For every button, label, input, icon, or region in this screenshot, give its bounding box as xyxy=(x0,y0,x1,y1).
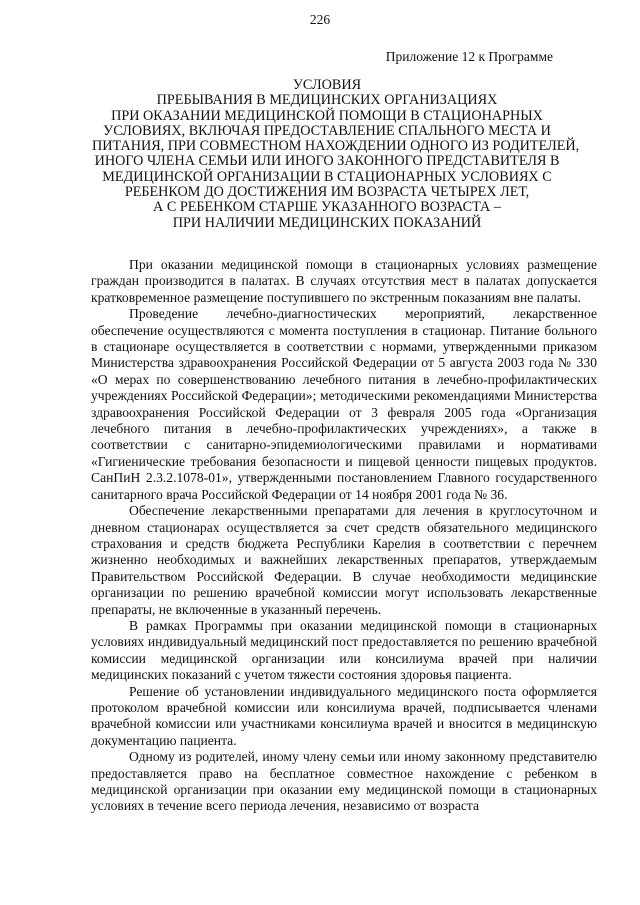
document-title xyxy=(92,77,580,231)
paragraph: Одному из родителей, иному члену семьи или иному законному представителю предоставляется право на бесплатное совместное нахождение с ребенком в медицинской организации при оказании ему медицинской помощи в стационарных условиях в течение всего периода лечения, независимо от возраста xyxy=(91,749,597,814)
title-line: ПРИ НАЛИЧИИ МЕДИЦИНСКИХ ПОКАЗАНИЙ xyxy=(172,214,482,231)
paragraph: Обеспечение лекарственными препаратами для лечения в круглосуточном и дневном стационарах осуществляется за счет средств обязательного медицинского страхования и средств бюджета Республики Карелия в соответствии с перечнем жизненно необходимых и важнейших лекарственных препаратов, утверждаемым Правительством Российской Федерации. В случае необходимости медицинские организации по решению врачебной комиссии могут использовать лекарственные препараты, не включенные в указанный перечень. xyxy=(91,503,597,617)
title-line: РЕБЕНКОМ ДО ДОСТИЖЕНИЯ ИМ ВОЗРАСТА ЧЕТЫРЕХ ЛЕТ, xyxy=(124,184,530,201)
paragraph: При оказании медицинской помощи в стационарных условиях размещение граждан производится в палатах. В случаях отсутствия мест в палатах допускается кратковременное размещение поступившего по экстренным показаниям вне палаты. xyxy=(91,257,597,305)
title-line: А С РЕБЕНКОМ СТАРШЕ УКАЗАННОГО ВОЗРАСТА – xyxy=(153,199,501,216)
title-line: ПРЕБЫВАНИЯ В МЕДИЦИНСКИХ ОРГАНИЗАЦИЯХ xyxy=(156,92,498,109)
paragraph: В рамках Программы при оказании медицинской помощи в стационарных условиях индивидуальный медицинский пост предоставляется по решению врачебной комиссии медицинской организации или консилиума врачей при наличии медицинских показаний с учетом тяжести состояния здоровья пациента. xyxy=(91,617,597,683)
title-line: УСЛОВИЯ xyxy=(292,77,362,93)
paragraph: Проведение лечебно-диагностических мероприятий, лекарственное обеспечение осуществляются с момента поступления в стационар. Питание больного в стационаре осуществляется в соответствии с нормами, утвержденными приказом Министерства здравоохранения Российской Федерации от 5 августа 2003 года № 330 «О мерах по совершенствованию лечебного питания в лечебно-профилактических учреждениях Российской Федерации»; методическими рекомендациями Министерства здравоохранения Российской Федерации от 3 февраля 2005 года «Организация лечебного питания в лечебно-профилактических учреждениях», а также в соответствии с санитарно-эпидемиологическими правилами и нормативами «Гигиенические требования безопасности и пищевой ценности пищевых продуктов. СанПиН 2.3.2.1078-01», утвержденными постановлением Главного государственного санитарного врача Российской Федерации от 14 ноября 2001 года № 36. xyxy=(91,306,597,502)
title-line: ПРИ ОКАЗАНИИ МЕДИЦИНСКОЙ ПОМОЩИ В СТАЦИОНАРНЫХ xyxy=(111,107,543,124)
title-line: ПИТАНИЯ, ПРИ СОВМЕСТНОМ НАХОЖДЕНИИ ОДНОГО ИЗ РОДИТЕЛЕЙ, xyxy=(92,138,580,155)
appendix-reference: Приложение 12 к Программе xyxy=(385,49,553,64)
document-body xyxy=(91,257,597,815)
title-line: МЕДИЦИНСКОЙ ОРГАНИЗАЦИИ В СТАЦИОНАРНЫХ УСЛОВИЯХ С xyxy=(102,168,552,185)
title-line: УСЛОВИЯХ, ВКЛЮЧАЯ ПРЕДОСТАВЛЕНИЕ СПАЛЬНОГО МЕСТА И xyxy=(103,122,551,139)
title-line: ИНОГО ЧЛЕНА СЕМЬИ ИЛИ ИНОГО ЗАКОННОГО ПРЕДСТАВИТЕЛЯ В xyxy=(94,153,560,170)
paragraph: Решение об установлении индивидуального медицинского поста оформляется протоколом врачебной комиссии или консилиума врачей, подписывается членами врачебной комиссии или участниками консилиума врачей и вносится в медицинскую документацию пациента. xyxy=(91,683,597,748)
page-number: 226 xyxy=(309,12,331,27)
